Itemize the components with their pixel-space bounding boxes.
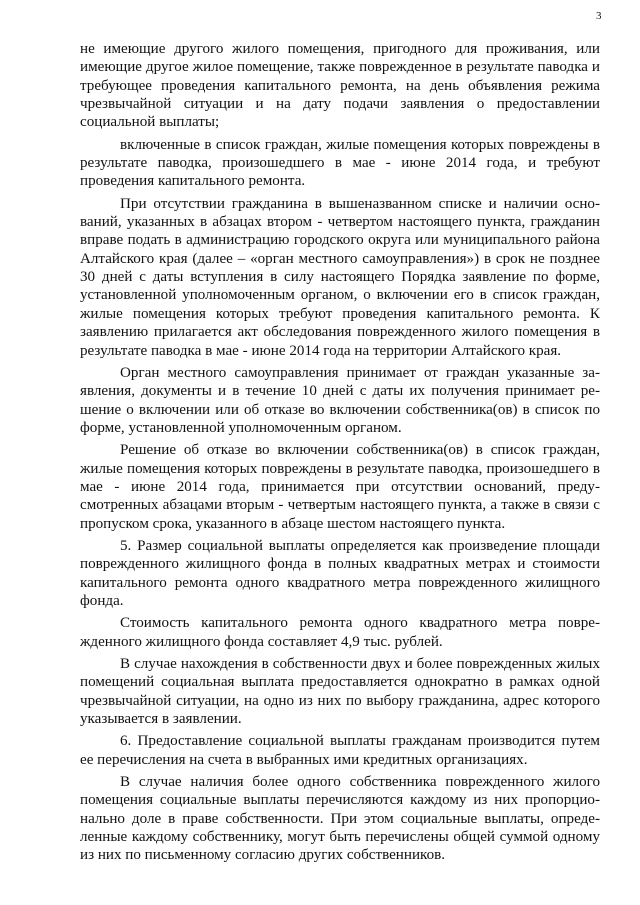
paragraph-absence-in-list: При отсутствии гражданина в вышеназванном списке и наличии оснований, указанных в абзацах втором - четвертом настоящего пункта, гражданин вправе подать в администрацию городского округа или муниципального района Алтайского края (далее – «орган местного самоуправления») в срок не позднее 30 дней с даты вступления в силу настоящего Порядка заявление по форме, установленной уполномоченным органом, о включении его в список граждан, жилые помещения которых требуют проведения капитального ремонта. К заявлению прилагается акт обследования поврежденного жилого помещения в результате паводка в мае - июне 2014 года на территории Алтайского края. [80, 195, 600, 359]
paragraph-included-in-list: включенные в список граждан, жилые помещения которых повреждены в результате паводка, произошедшего в мае - июне 2014 года, и требуют проведения капитального ремонта. [80, 136, 600, 190]
paragraph-local-authority: Орган местного самоуправления принимает от граждан указанные заявления, документы и в течение 10 дней с даты их получения принимает решение о включении или об отказе во включении собственника(ов) в список по форме, установленной уполномоченным органом. [80, 364, 600, 436]
paragraph-item-6-payment-transfer: 6. Предоставление социальной выплаты гражданам производится путем ее перечисления на счета в выбранных ими кредитных организациях. [80, 733, 600, 768]
paragraph-repair-cost: Стоимость капитального ремонта одного квадратного метра поврежденного жилищного фонда составляет 4,9 тыс. рублей. [80, 615, 600, 650]
page-number: 3 [596, 10, 602, 22]
paragraph-item-5-payment-size: 5. Размер социальной выплаты определяется как произведение площади поврежденного жилищного фонда в полных квадратных метрах и стоимости капитального ремонта одного квадратного метра поврежденного жилищного фонда. [80, 537, 600, 609]
paragraph-refusal-decision: Решение об отказе во включении собственника(ов) в список граждан, жилые помещения которых повреждены в результате паводка, произошедшего в мае - июне 2014 года, принимается при отсутствии оснований, предусмотренных абзацами вторым - четвертым настоящего пункта, а также в связи с пропуском срока, указанного в абзаце шестом настоящего пункта. [80, 442, 600, 532]
paragraph-clause-continuation: не имеющие другого жилого помещения, пригодного для проживания, или имеющие другое жилое помещение, также поврежденное в результате паводка и требующее проведения капитального ремонта, на день объявления режима чрезвычайной ситуации и на дату подачи заявления о предоставлении социальной выплаты; [80, 41, 600, 131]
paragraph-multiple-dwellings: В случае нахождения в собственности двух и более поврежденных жилых помещений социальная выплата предоставляется однократно в рамках одной чрезвычайной ситуации, на одно из них по выбору гражданина, адрес которого указывается в заявлении. [80, 656, 600, 728]
paragraph-multiple-owners: В случае наличия более одного собственника поврежденного жилого помещения социальные выплаты перечисляются каждому из них пропорционально доле в праве собственности. При этом социальные выплаты, определенные каждому собственнику, могут быть перечислены общей суммой одному из них по письменному согласию других собственников. [80, 774, 600, 864]
document-body [80, 40, 600, 869]
